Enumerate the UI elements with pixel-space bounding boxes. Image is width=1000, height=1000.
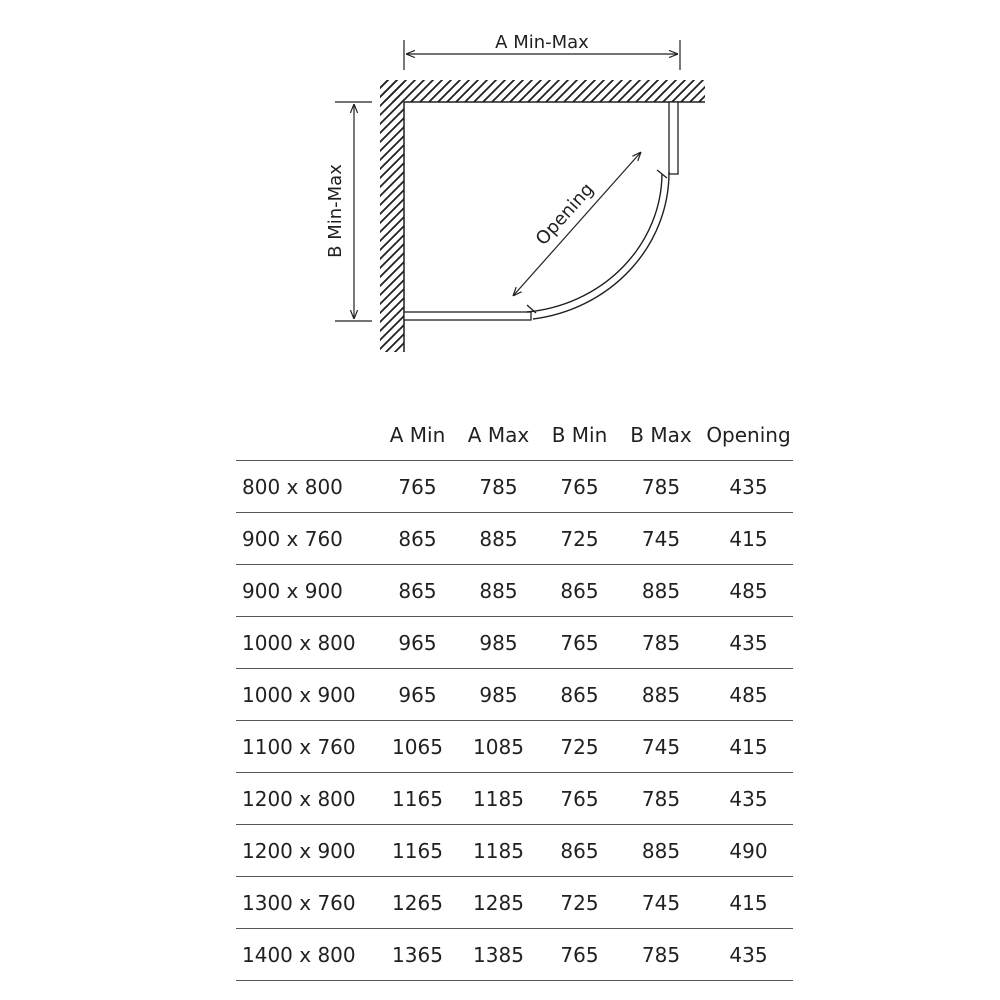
- dimension-opening: [513, 152, 641, 296]
- cell-b-min: 865: [541, 669, 618, 721]
- cell-opening: 435: [704, 773, 793, 825]
- cell-size: 900 x 760: [236, 513, 379, 565]
- cell-a-min: 765: [379, 461, 456, 513]
- cell-size: 1200 x 900: [236, 825, 379, 877]
- cell-opening: 490: [704, 825, 793, 877]
- cell-size: 1000 x 900: [236, 669, 379, 721]
- table-row: [236, 461, 793, 513]
- cell-a-max: 1385: [456, 929, 541, 981]
- cell-size: 1100 x 760: [236, 721, 379, 773]
- cell-size: 1200 x 800: [236, 773, 379, 825]
- cell-b-max: 785: [618, 929, 704, 981]
- cell-b-min: 765: [541, 617, 618, 669]
- cell-opening: 435: [704, 461, 793, 513]
- dimension-opening-label: Opening: [531, 179, 599, 250]
- header-a-min: A Min: [379, 410, 456, 461]
- table-row: [236, 669, 793, 721]
- cell-b-max: 745: [618, 721, 704, 773]
- cell-opening: 415: [704, 877, 793, 929]
- cell-b-max: 745: [618, 513, 704, 565]
- enclosure-diagram: [0, 0, 1000, 400]
- cell-size: 1300 x 760: [236, 877, 379, 929]
- cell-b-min: 765: [541, 773, 618, 825]
- cell-b-max: 745: [618, 877, 704, 929]
- table-header-row: [236, 410, 793, 461]
- header-opening: Opening: [704, 410, 793, 461]
- cell-b-min: 725: [541, 721, 618, 773]
- table-row: [236, 773, 793, 825]
- cell-opening: 485: [704, 669, 793, 721]
- cell-a-min: 965: [379, 617, 456, 669]
- cell-a-max: 1085: [456, 721, 541, 773]
- cell-a-min: 1365: [379, 929, 456, 981]
- cell-b-min: 865: [541, 825, 618, 877]
- cell-b-min: 725: [541, 877, 618, 929]
- cell-b-max: 885: [618, 565, 704, 617]
- table-row: [236, 721, 793, 773]
- dimension-b-label: B Min-Max: [325, 164, 346, 258]
- cell-a-min: 865: [379, 513, 456, 565]
- cell-b-max: 785: [618, 617, 704, 669]
- cell-b-min: 725: [541, 513, 618, 565]
- cell-a-max: 985: [456, 669, 541, 721]
- cell-a-min: 1165: [379, 773, 456, 825]
- cell-a-min: 965: [379, 669, 456, 721]
- cell-opening: 415: [704, 721, 793, 773]
- cell-size: 900 x 900: [236, 565, 379, 617]
- cell-a-min: 1065: [379, 721, 456, 773]
- cell-a-max: 985: [456, 617, 541, 669]
- cell-a-max: 1185: [456, 825, 541, 877]
- dimension-a-label: A Min-Max: [495, 32, 589, 53]
- cell-opening: 485: [704, 565, 793, 617]
- bottom-fixed-panel: [404, 312, 531, 320]
- header-a-max: A Max: [456, 410, 541, 461]
- cell-b-max: 885: [618, 825, 704, 877]
- table-row: [236, 513, 793, 565]
- cell-a-min: 865: [379, 565, 456, 617]
- header-b-max: B Max: [618, 410, 704, 461]
- cell-b-max: 785: [618, 461, 704, 513]
- left-wall: [380, 80, 404, 352]
- cell-a-max: 1185: [456, 773, 541, 825]
- table-row: [236, 877, 793, 929]
- cell-b-min: 765: [541, 929, 618, 981]
- cell-a-max: 1285: [456, 877, 541, 929]
- header-b-min: B Min: [541, 410, 618, 461]
- cell-b-max: 785: [618, 773, 704, 825]
- cell-size: 800 x 800: [236, 461, 379, 513]
- cell-a-min: 1165: [379, 825, 456, 877]
- table-row: [236, 565, 793, 617]
- cell-a-max: 885: [456, 565, 541, 617]
- cell-a-max: 785: [456, 461, 541, 513]
- size-table: [236, 410, 793, 981]
- cell-size: 1400 x 800: [236, 929, 379, 981]
- table-row: [236, 617, 793, 669]
- table-row: [236, 825, 793, 877]
- cell-opening: 435: [704, 617, 793, 669]
- table-row: [236, 929, 793, 981]
- cell-a-max: 885: [456, 513, 541, 565]
- top-wall: [380, 80, 705, 102]
- cell-size: 1000 x 800: [236, 617, 379, 669]
- dimension-b: [325, 102, 372, 321]
- cell-b-min: 865: [541, 565, 618, 617]
- cell-a-min: 1265: [379, 877, 456, 929]
- dimension-a: [404, 32, 680, 70]
- cell-opening: 415: [704, 513, 793, 565]
- right-fixed-panel: [669, 102, 678, 174]
- cell-opening: 435: [704, 929, 793, 981]
- cell-b-min: 765: [541, 461, 618, 513]
- cell-b-max: 885: [618, 669, 704, 721]
- header-size: [236, 410, 379, 461]
